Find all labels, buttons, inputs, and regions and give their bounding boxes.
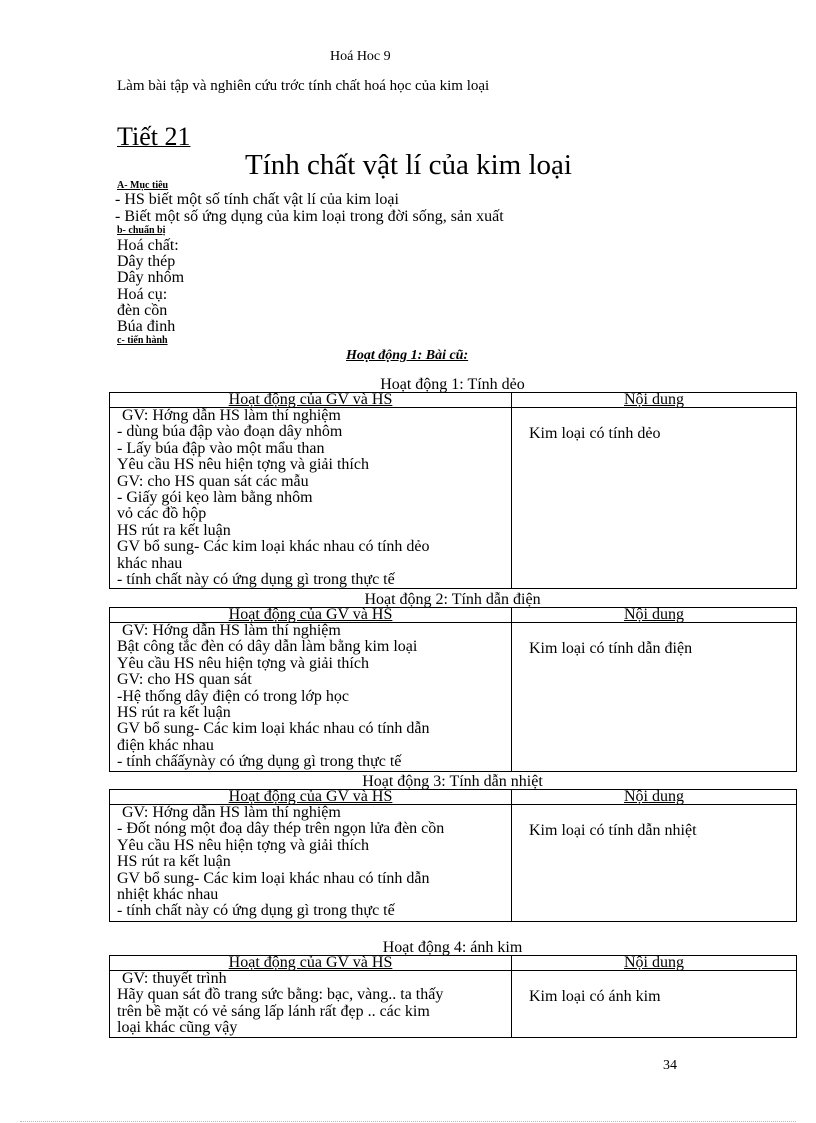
objectives-heading: A- Mục tiêu xyxy=(117,180,169,191)
activity-table xyxy=(109,789,797,922)
activity-line: -Hệ thống dây điện có trong lớp học xyxy=(117,687,349,705)
activity-line: - Đốt nóng một đoạ dây thép trên ngọn lửa đèn cồn xyxy=(117,820,445,838)
intro-line: Làm bài tập và nghiên cứu trớc tính chất hoá học của kim loại xyxy=(117,78,490,94)
activity-table xyxy=(109,955,797,1038)
activity-line: GV: thuyết trình xyxy=(122,970,227,987)
block-caption: Hoạt động 3: Tính dẫn nhiệt xyxy=(362,773,543,790)
teacher-activity-cell xyxy=(110,408,512,589)
content-cell: Kim loại có tính dẻo xyxy=(512,408,797,589)
activity-line: khác nhau xyxy=(117,554,183,572)
activity-line: GV bổ sung- Các kim loại khác nhau có tính dẻo xyxy=(117,538,430,556)
column-header: Nội dung xyxy=(512,608,797,623)
activity-line: loại khác cũng vậy xyxy=(117,1019,238,1037)
activity-line: Bật công tắc đèn có dây dẫn làm bằng kim loại xyxy=(117,638,418,656)
content-cell: Kim loại có tính dẫn nhiệt xyxy=(512,805,797,922)
activity-line: - tính chất này có ứng dụng gì trong thực tế xyxy=(117,902,395,920)
page-bottom-divider xyxy=(20,1121,796,1122)
activity-line: HS rút ra kết luận xyxy=(117,704,231,722)
objective-line: - HS biết một số tính chất vật lí của kim loại xyxy=(115,191,399,208)
column-header: Nội dung xyxy=(512,956,797,971)
activity-line: Yêu cầu HS nêu hiện tợng và giải thích xyxy=(117,836,369,854)
column-header: Hoạt động của GV và HS xyxy=(110,956,512,971)
content-cell: Kim loại có tính dẫn điện xyxy=(512,623,797,772)
activity-line: GV bổ sung- Các kim loại khác nhau có tính dẫn xyxy=(117,869,430,887)
page-number: 34 xyxy=(663,1058,677,1073)
block-caption: Hoạt động 2: Tính dẫn điện xyxy=(364,591,541,608)
activity-line: - tính chất này có ứng dụng gì trong thực tế xyxy=(117,571,395,589)
activity-line: GV: Hớng dẫn HS làm thí nghiệm xyxy=(122,804,341,821)
block-caption: Hoạt động 4: ánh kim xyxy=(382,939,523,956)
activity-line: - tính chấấynày có ứng dụng gì trong thực tế xyxy=(117,753,402,771)
lesson-number: Tiết 21 xyxy=(117,122,191,151)
column-header: Hoạt động của GV và HS xyxy=(110,393,512,408)
block-caption: Hoạt động 1: Tính dẻo xyxy=(380,376,525,393)
teacher-activity-cell xyxy=(110,971,512,1038)
activity-line: GV: cho HS quan sát xyxy=(117,671,252,689)
column-header: Hoạt động của GV và HS xyxy=(110,790,512,805)
activity-line: điện khác nhau xyxy=(117,736,214,754)
activity-line: - Lấy búa đập vào một mẩu than xyxy=(117,439,325,457)
process-heading: c- tiến hành xyxy=(117,335,168,346)
teacher-activity-cell xyxy=(110,623,512,772)
activity-line: GV: Hớng dẫn HS làm thí nghiệm xyxy=(122,407,341,424)
activity-heading: Hoạt động 1: Bài cũ: xyxy=(346,348,469,363)
activity-line: - dùng búa đập vào đoạn dây nhôm xyxy=(117,423,343,441)
activity-line: trên bề mặt có vẻ sáng lấp lánh rất đẹp .. các kim xyxy=(117,1002,430,1020)
activity-line: HS rút ra kết luận xyxy=(117,853,231,871)
prep-line: Búa đinh xyxy=(117,318,176,335)
activity-line: Yêu cầu HS nêu hiện tợng và giải thích xyxy=(117,456,369,474)
page-header: Hoá Hoc 9 xyxy=(330,49,391,64)
content-cell: Kim loại có ánh kim xyxy=(512,971,797,1038)
teacher-activity-cell xyxy=(110,805,512,922)
activity-line: HS rút ra kết luận xyxy=(117,521,231,539)
page-title: Tính chất vật lí của kim loại xyxy=(245,149,572,181)
activity-line: Yêu cầu HS nêu hiện tợng và giải thích xyxy=(117,654,369,672)
activity-table xyxy=(109,607,797,772)
prep-line: đèn cồn xyxy=(117,302,168,319)
activity-line: GV: Hớng dẫn HS làm thí nghiệm xyxy=(122,622,341,639)
activity-line: GV: cho HS quan sát các mẫu xyxy=(117,472,309,490)
prep-line: Hoá cụ: xyxy=(117,286,168,303)
column-header: Hoạt động của GV và HS xyxy=(110,608,512,623)
prep-line: Dây thép xyxy=(117,253,176,270)
prep-line: Dây nhôm xyxy=(117,269,185,286)
activity-line: Hãy quan sát đồ trang sức bằng: bạc, vàng.. ta thấy xyxy=(117,986,444,1004)
activity-table xyxy=(109,392,797,589)
prep-line: Hoá chất: xyxy=(117,237,179,254)
activity-line: vỏ các đồ hộp xyxy=(117,505,207,523)
activity-line: - Giấy gói kẹo làm bằng nhôm xyxy=(117,489,313,507)
column-header: Nội dung xyxy=(512,790,797,805)
prep-heading: b- chuẩn bị xyxy=(117,225,166,236)
activity-line: nhiệt khác nhau xyxy=(117,886,219,904)
objective-line: - Biết một số ứng dụng của kim loại trong đời sống, sản xuất xyxy=(115,208,504,225)
activity-line: GV bổ sung- Các kim loại khác nhau có tính dẫn xyxy=(117,720,430,738)
column-header: Nội dung xyxy=(512,393,797,408)
